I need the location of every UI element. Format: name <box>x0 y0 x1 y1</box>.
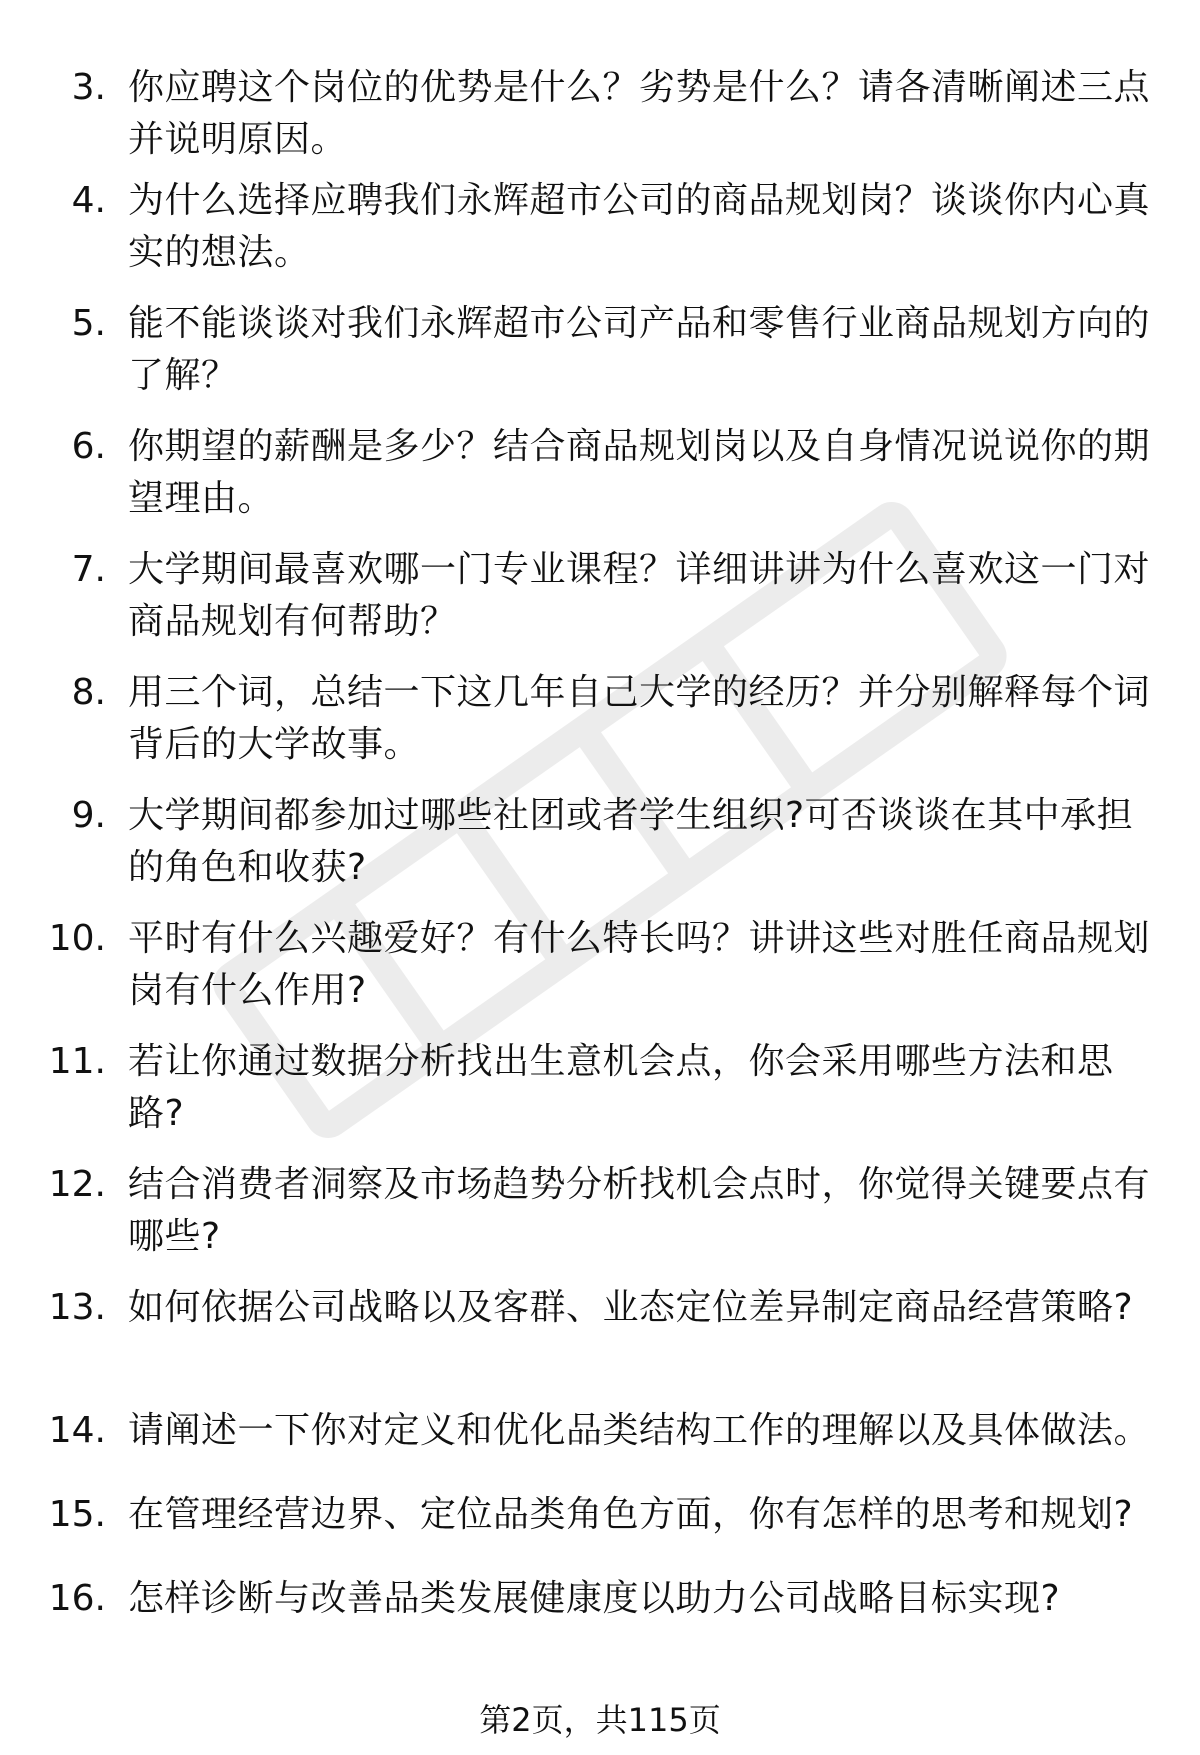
question-text: 大学期间都参加过哪些社团或者学生组织?可否谈谈在其中承担的角色和收获? <box>128 795 1134 888</box>
question-text: 结合消费者洞察及市场趋势分析找机会点时，你觉得关键要点有哪些? <box>128 1164 1151 1257</box>
list-item <box>0 298 1200 421</box>
question-number: 7. <box>71 549 106 590</box>
question-text: 大学期间最喜欢哪一门专业课程？详细讲讲为什么喜欢这一门对商品规划有何帮助？ <box>128 549 1151 642</box>
question-text: 你应聘这个岗位的优势是什么？劣势是什么？请各清晰阐述三点并说明原因。 <box>128 67 1151 160</box>
list-item <box>0 1036 1200 1159</box>
list-item <box>0 1573 1200 1657</box>
question-number: 8. <box>71 672 106 713</box>
question-text: 在管理经营边界、定位品类角色方面，你有怎样的思考和规划? <box>128 1494 1134 1535</box>
question-number: 15. <box>48 1494 106 1535</box>
list-item <box>0 1489 1200 1573</box>
list-item <box>0 175 1200 298</box>
question-number: 9. <box>71 795 106 836</box>
question-number: 10. <box>48 918 106 959</box>
question-number: 3. <box>71 67 106 108</box>
list-item <box>0 421 1200 544</box>
question-text: 用三个词，总结一下这几年自己大学的经历？并分别解释每个词背后的大学故事。 <box>128 672 1151 765</box>
list-item <box>0 1282 1200 1405</box>
question-number: 4. <box>71 180 106 221</box>
question-text: 若让你通过数据分析找出生意机会点，你会采用哪些方法和思路? <box>128 1041 1114 1134</box>
question-number: 6. <box>71 426 106 467</box>
question-number: 11. <box>48 1041 106 1082</box>
list-item <box>0 913 1200 1036</box>
question-list <box>0 62 1200 1657</box>
question-text: 怎样诊断与改善品类发展健康度以助力公司战略目标实现? <box>128 1578 1061 1619</box>
question-number: 13. <box>48 1287 106 1328</box>
list-item <box>0 667 1200 790</box>
question-text: 你期望的薪酬是多少？结合商品规划岗以及自身情况说说你的期望理由。 <box>128 426 1151 519</box>
list-item <box>0 790 1200 913</box>
question-number: 14. <box>48 1410 106 1451</box>
list-item <box>0 1159 1200 1282</box>
question-text: 为什么选择应聘我们永辉超市公司的商品规划岗？谈谈你内心真实的想法。 <box>128 180 1151 273</box>
question-text: 请阐述一下你对定义和优化品类结构工作的理解以及具体做法。 <box>128 1410 1151 1451</box>
question-number: 12. <box>48 1164 106 1205</box>
page-number: 第2页，共115页 <box>479 1701 721 1739</box>
question-text: 如何依据公司战略以及客群、业态定位差异制定商品经营策略? <box>128 1287 1134 1328</box>
question-text: 平时有什么兴趣爱好？有什么特长吗？讲讲这些对胜任商品规划岗有什么作用? <box>128 918 1151 1011</box>
list-item <box>0 62 1200 175</box>
question-number: 5. <box>71 303 106 344</box>
list-item <box>0 544 1200 667</box>
question-number: 16. <box>48 1578 106 1619</box>
list-item <box>0 1405 1200 1489</box>
question-text: 能不能谈谈对我们永辉超市公司产品和零售行业商品规划方向的了解？ <box>128 303 1151 396</box>
